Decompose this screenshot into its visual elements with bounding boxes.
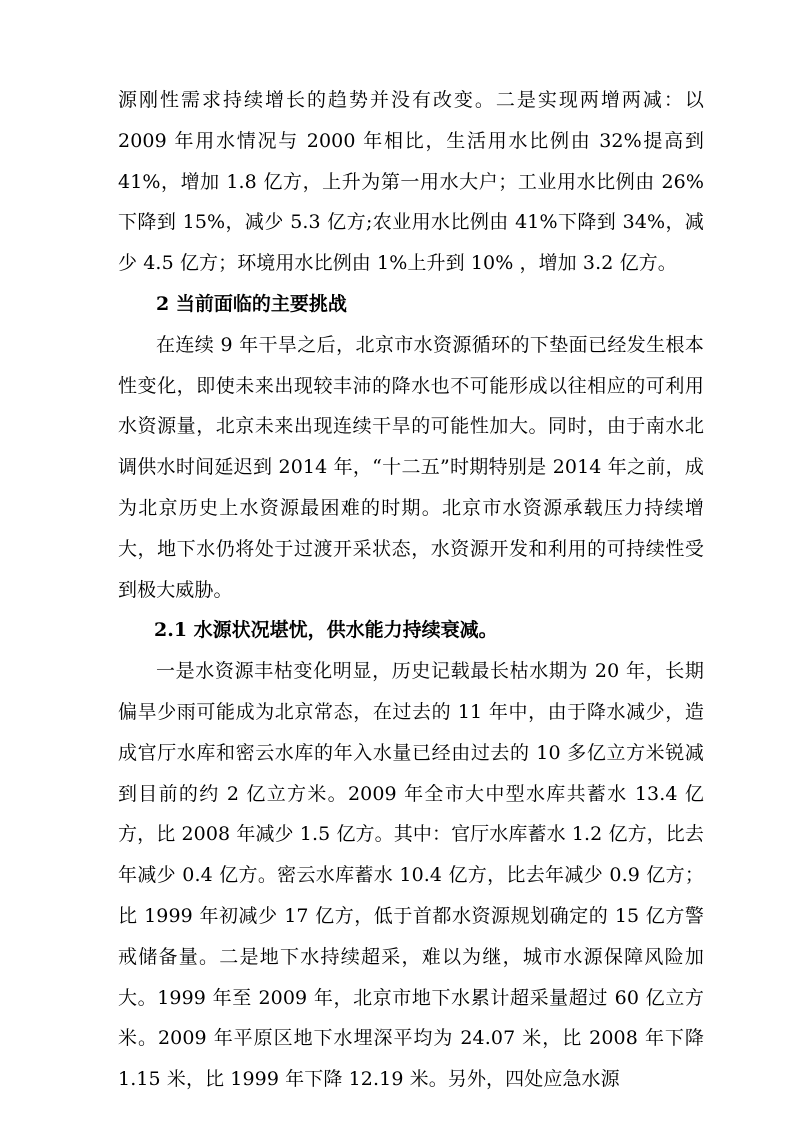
paragraph-water-use-changes: 源刚性需求持续增长的趋势并没有改变。二是实现两增两减：以 2009 年用水情况与 2000 年相比，生活用水比例由 32%提高到 41%，增加 1.8 亿方，上升为第一用水大户；工业用水比例由 26%下降到 15%，减少 5.3 亿方;农业用水比例由 41%下降到 34%，减少 4.5 亿方；环境用水比例由 1%上升到 10% ，增加 3.2 亿方。: [118, 89, 704, 275]
document-body: [118, 80, 704, 1100]
section-heading-challenges: 2 当前面临的主要挑战: [156, 292, 347, 315]
paragraph-water-source-details: 一是水资源丰枯变化明显，历史记载最长枯水期为 20 年，长期偏旱少雨可能成为北京常态，在过去的 11 年中，由于降水减少，造成官厅水库和密云水库的年入水量已经由过去的 10 多亿立方米锐减到目前的约 2 亿立方米。2009 年全市大中型水库共蓄水 13.4 亿方，比 2008 年减少 1.5 亿方。其中：官厅水库蓄水 1.2 亿方，比去年减少 0.4 亿方。密云水库蓄水 10.4 亿方，比去年减少 0.9 亿方；比 1999 年初减少 17 亿方，低于首都水资源规划确定的 15 亿方警戒储备量。二是地下水持续超采，难以为继，城市水源保障风险加大。1999 年至 2009 年，北京市地下水累计超采量超过 60 亿立方米。2009 年平原区地下水埋深平均为 24.07 米，比 2008 年下降 1.15 米，比 1999 年下降 12.19 米。另外，四处应急水源: [118, 660, 704, 1091]
subsection-heading-water-source: 2.1 水源状况堪忧，供水能力持续衰减。: [154, 619, 498, 642]
paragraph-drought-impact: 在连续 9 年干旱之后，北京市水资源循环的下垫面已经发生根本性变化，即使未来出现较丰沛的降水也不可能形成以往相应的可利用水资源量，北京未来出现连续干旱的可能性加大。同时，由于南水北调供水时间延迟到 2014 年，“十二五”时期特别是 2014 年之前，成为北京历史上水资源最困难的时期。北京市水资源承载压力持续增大，地下水仍将处于过渡开采状态，水资源开发和利用的可持续性受到极大威胁。: [118, 333, 704, 601]
